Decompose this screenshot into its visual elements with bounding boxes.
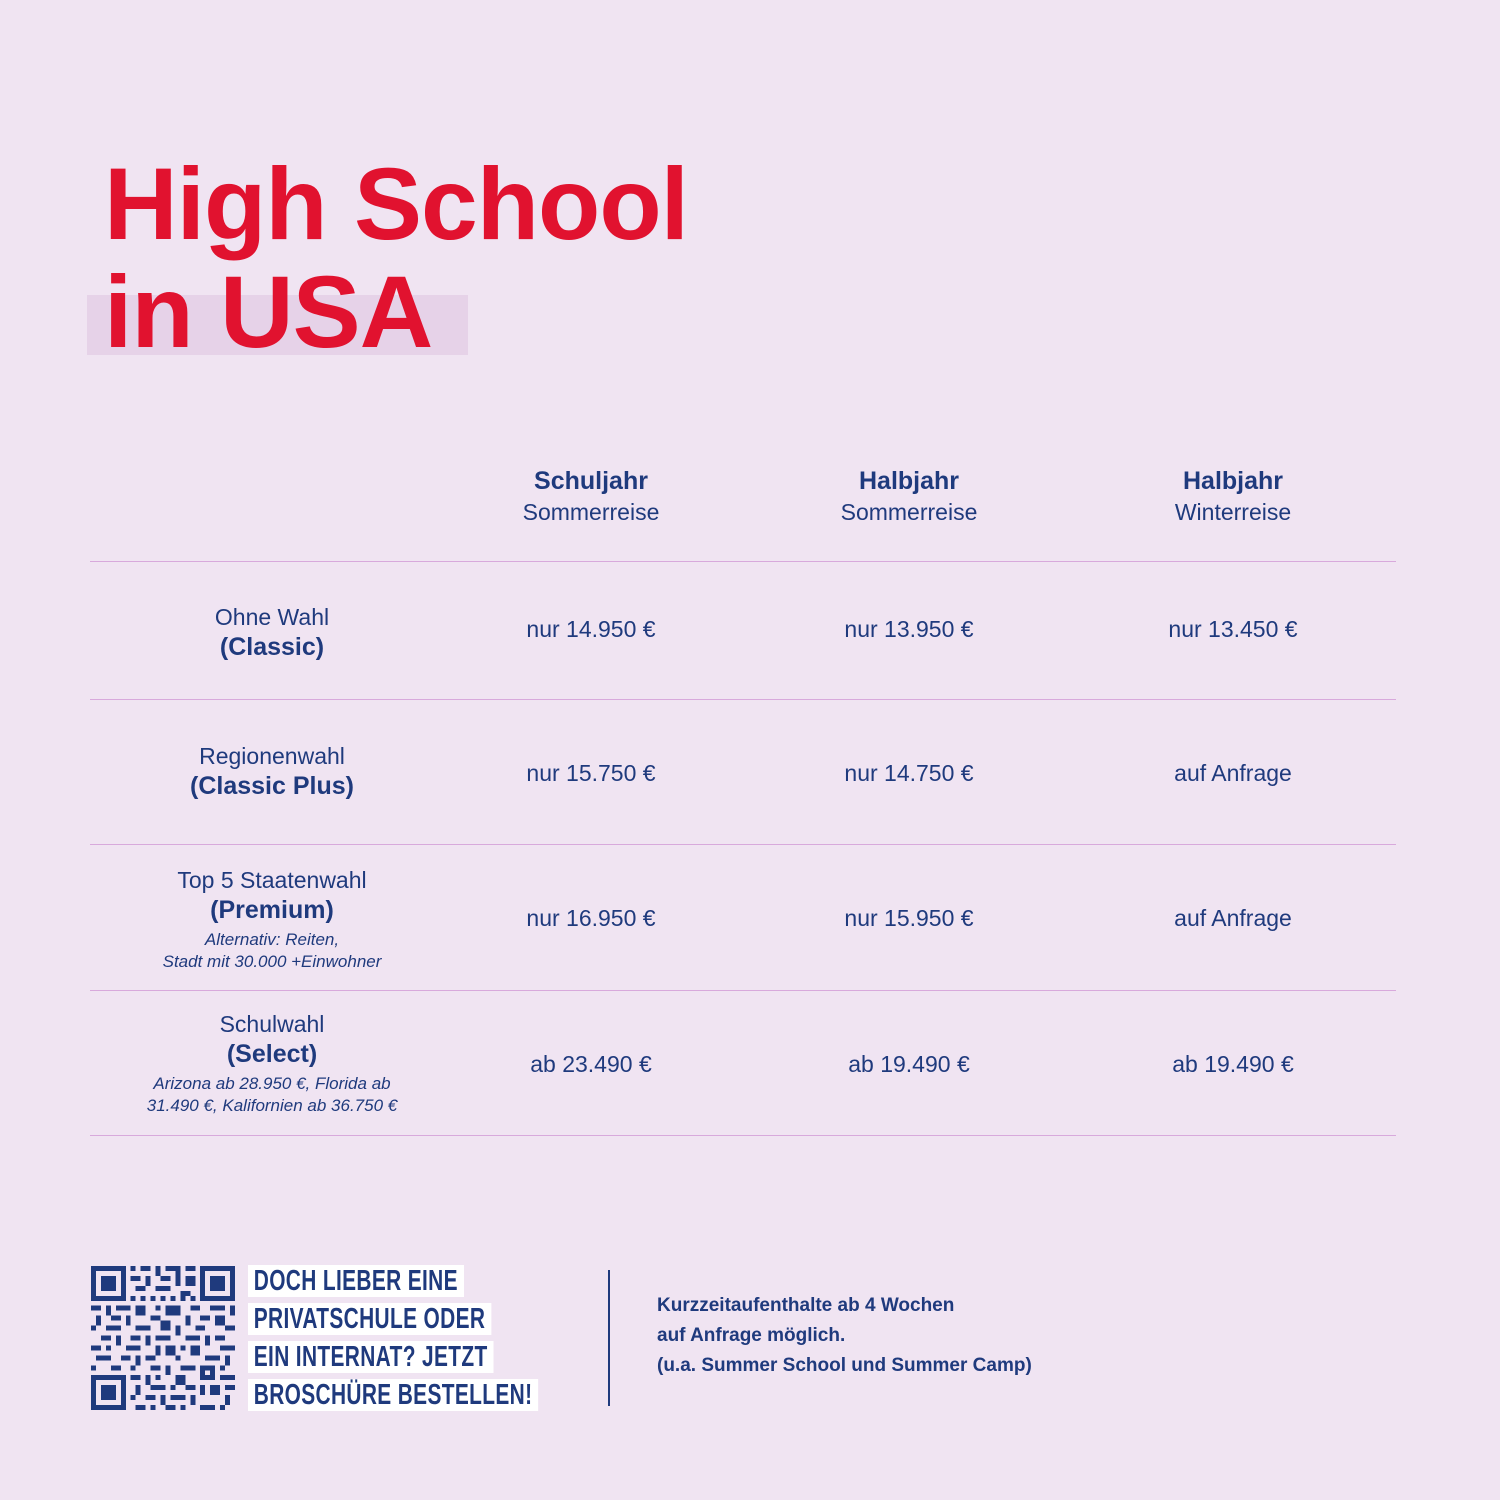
- column-header-bold: Schuljahr: [534, 467, 648, 495]
- column-header-halbjahr-sommer: [759, 466, 1059, 528]
- promo-text: BROSCHÜRE BESTELLEN!: [248, 1379, 538, 1411]
- row-tier-name: (Premium): [210, 896, 334, 924]
- price-cell: auf Anfrage: [1174, 760, 1292, 786]
- row-tier-name: (Classic): [219, 633, 325, 661]
- table-bottom-rule: [90, 1135, 1396, 1136]
- info-line-3: (u.a. Summer School und Summer Camp): [657, 1355, 1032, 1376]
- row-note: [90, 929, 454, 973]
- row-option-name: Schulwahl: [219, 1011, 325, 1037]
- row-label: [90, 1009, 454, 1117]
- column-header-light: Sommerreise: [840, 499, 978, 525]
- info-line-2: auf Anfrage möglich.: [657, 1325, 846, 1346]
- promo-text: DOCH LIEBER EINE: [248, 1265, 464, 1297]
- price-cell: nur 15.950 €: [844, 905, 974, 931]
- row-label: [90, 602, 454, 662]
- promo-line-3: [248, 1338, 538, 1376]
- price-cell: nur 13.950 €: [844, 616, 974, 642]
- column-header-light: Winterreise: [1174, 499, 1292, 525]
- row-note-line-2: 31.490 €, Kalifornien ab 36.750 €: [146, 1096, 398, 1115]
- table-header: [90, 460, 1396, 561]
- column-header-bold: Halbjahr: [1182, 467, 1284, 495]
- table-row-select: [90, 990, 1396, 1135]
- column-header-schuljahr-sommer: [441, 466, 741, 528]
- row-option-name: Regionenwahl: [199, 743, 345, 769]
- row-option-name: Ohne Wahl: [214, 604, 330, 630]
- page-title: [104, 147, 688, 369]
- row-label: [90, 865, 454, 973]
- row-tier-name: (Classic Plus): [190, 772, 354, 800]
- info-line-1: Kurzzeitaufenthalte ab 4 Wochen: [657, 1295, 955, 1316]
- row-note-line-1: Arizona ab 28.950 €, Florida ab: [153, 1074, 391, 1093]
- table-row-classic-plus: [90, 699, 1396, 844]
- qr-code-icon[interactable]: [91, 1266, 235, 1410]
- table-row-classic: [90, 561, 1396, 699]
- column-header-bold: Halbjahr: [858, 467, 960, 495]
- column-header-halbjahr-winter: [1083, 466, 1383, 528]
- promo-line-4: [248, 1376, 538, 1414]
- row-note-line-1: Alternativ: Reiten,: [204, 930, 340, 949]
- vertical-divider: [608, 1270, 610, 1406]
- title-line-1: High School: [104, 147, 688, 261]
- promo-line-1: [248, 1262, 538, 1300]
- promo-text: PRIVATSCHULE ODER: [248, 1303, 491, 1335]
- row-note: [90, 1073, 454, 1117]
- price-cell: nur 14.750 €: [844, 760, 974, 786]
- short-stay-info: [657, 1291, 1032, 1381]
- row-label: [90, 741, 454, 801]
- title-line-2: in USA: [104, 255, 433, 369]
- row-note-line-2: Stadt mit 30.000 +Einwohner: [162, 952, 382, 971]
- row-option-name: Top 5 Staatenwahl: [177, 867, 367, 893]
- price-table: [90, 460, 1396, 1136]
- row-tier-name: (Select): [226, 1040, 318, 1068]
- column-header-light: Sommerreise: [522, 499, 660, 525]
- brochure-promo[interactable]: [248, 1262, 651, 1414]
- price-cell: nur 14.950 €: [526, 616, 656, 642]
- price-cell: nur 15.750 €: [526, 760, 656, 786]
- table-row-premium: [90, 844, 1396, 990]
- promo-text: EIN INTERNAT? JETZT: [248, 1341, 493, 1373]
- price-cell: ab 19.490 €: [1172, 1051, 1294, 1077]
- price-cell: auf Anfrage: [1174, 905, 1292, 931]
- price-cell: nur 16.950 €: [526, 905, 656, 931]
- promo-line-2: [248, 1300, 538, 1338]
- price-cell: ab 19.490 €: [848, 1051, 970, 1077]
- price-cell: nur 13.450 €: [1168, 616, 1298, 642]
- price-cell: ab 23.490 €: [530, 1051, 652, 1077]
